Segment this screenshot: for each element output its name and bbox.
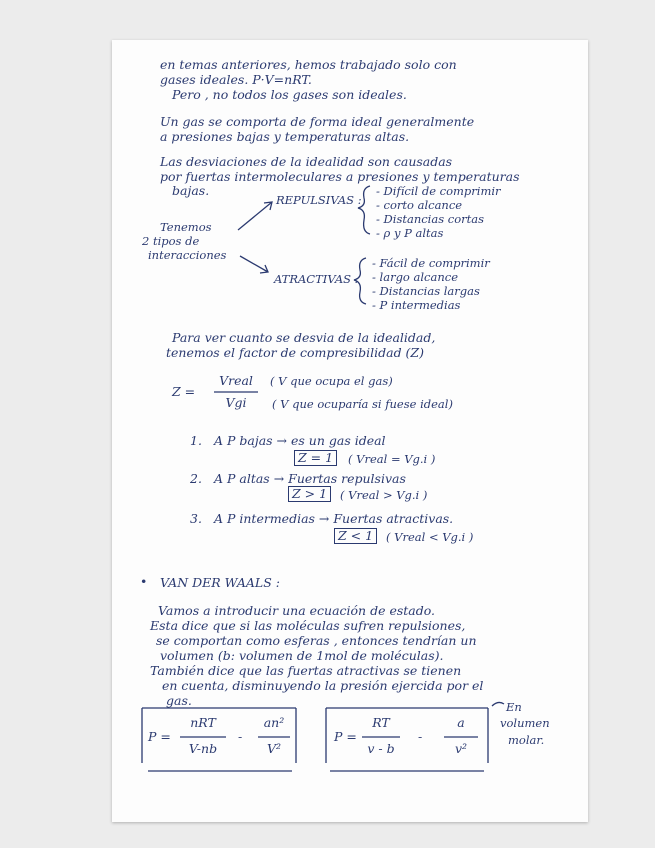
vdw-line-3: se comportan como esferas , entonces tendrían un xyxy=(156,633,477,648)
eq2-num2: a xyxy=(457,715,465,730)
vdw-line-7: gas. xyxy=(166,693,192,708)
z-numerator: Vreal xyxy=(219,373,253,388)
eq1-den1: V-nb xyxy=(188,741,218,756)
eq1-num1: nRT xyxy=(190,715,216,730)
eq2-lhs: P = xyxy=(334,729,357,744)
repulsivas-item-1: - Difícil de comprimir xyxy=(376,184,501,198)
z-label: Z = xyxy=(172,384,196,399)
vdw-line-4: volumen (b: volumen de 1mol de moléculas). xyxy=(160,648,444,663)
ideal-line-1: Un gas se comporta de forma ideal generalmente xyxy=(160,114,475,129)
vdw-line-2: Esta dice que si las moléculas sufren repulsiones, xyxy=(150,618,466,633)
intro-line-3: Pero , no todos los gases son ideales. xyxy=(172,87,407,102)
vdw-heading: VAN DER WAALS : xyxy=(160,575,280,590)
molar-note-2: volumen xyxy=(500,716,550,730)
vdw-line-6: en cuenta, disminuyendo la presión ejercida por el xyxy=(162,678,484,693)
repulsivas-item-3: - Distancias cortas xyxy=(376,212,484,226)
case-1-num: 1. xyxy=(190,433,202,448)
compress-line-2: tenemos el factor de compresibilidad (Z) xyxy=(166,345,424,360)
repulsivas-label: REPULSIVAS : xyxy=(276,193,362,207)
eq2-num1: RT xyxy=(372,715,390,730)
deviation-line-1: Las desviaciones de la idealidad son causadas xyxy=(160,154,453,169)
case-2-num: 2. xyxy=(190,471,202,486)
eq1-num2: an² xyxy=(263,715,285,730)
atractivas-item-2: - largo alcance xyxy=(372,270,458,284)
case-3-text: A P intermedias → Fuertas atractivas. xyxy=(214,511,454,526)
eq2-den2: v² xyxy=(454,741,468,756)
ideal-line-2: a presiones bajas y temperaturas altas. xyxy=(160,129,410,144)
case-2-detail: ( Vreal > Vg.i ) xyxy=(340,488,428,502)
atractivas-label: ATRACTIVAS : xyxy=(274,272,359,286)
atractivas-item-1: - Fácil de comprimir xyxy=(372,256,490,270)
case-3-z-box: Z < 1 xyxy=(334,528,377,544)
eq1-lhs: P = xyxy=(148,729,171,744)
eq1-den2: V² xyxy=(266,741,282,756)
deviation-line-3: bajas. xyxy=(172,183,210,198)
vdw-bullet: • xyxy=(140,574,148,589)
repulsivas-item-4: - ρ y P altas xyxy=(376,226,444,240)
eq1-minus: - xyxy=(238,729,243,744)
case-2-text: A P altas → Fuertas repulsivas xyxy=(214,471,406,486)
case-3-detail: ( Vreal < Vg.i ) xyxy=(386,530,474,544)
z-note-numerator: ( V que ocupa el gas) xyxy=(270,374,393,388)
vdw-line-5: También dice que las fuertas atractivas se tienen xyxy=(150,663,462,678)
molar-note-3: molar. xyxy=(508,733,545,747)
case-2-z-box: Z > 1 xyxy=(288,486,331,502)
eq2-den1: v - b xyxy=(367,741,395,756)
case-1-z-box: Z = 1 xyxy=(294,450,337,466)
z-denominator: Vgi xyxy=(225,395,247,410)
case-3-num: 3. xyxy=(190,511,202,526)
repulsivas-item-2: - corto alcance xyxy=(376,198,463,212)
interactions-root-2: 2 tipos de xyxy=(142,234,200,248)
eq2-minus: - xyxy=(418,729,423,744)
intro-line-1: en temas anteriores, hemos trabajado solo con xyxy=(160,57,457,72)
case-1-detail: ( Vreal = Vg.i ) xyxy=(348,452,436,466)
case-1-text: A P bajas → es un gas ideal xyxy=(214,433,386,448)
molar-note-1: En xyxy=(506,700,522,714)
vdw-line-1: Vamos a introducir una ecuación de estado. xyxy=(158,603,436,618)
interactions-root-1: Tenemos xyxy=(160,220,212,234)
compress-line-1: Para ver cuanto se desvia de la idealidad, xyxy=(172,330,436,345)
z-note-denominator: ( V que ocuparía si fuese ideal) xyxy=(272,397,453,411)
interactions-root-3: interacciones xyxy=(148,248,227,262)
atractivas-item-3: - Distancias largas xyxy=(372,284,480,298)
intro-line-2: gases ideales. P·V=nRT. xyxy=(160,72,312,87)
atractivas-item-4: - P intermedias xyxy=(372,298,461,312)
deviation-line-2: por fuertas intermoleculares a presiones y temperaturas xyxy=(160,169,520,184)
